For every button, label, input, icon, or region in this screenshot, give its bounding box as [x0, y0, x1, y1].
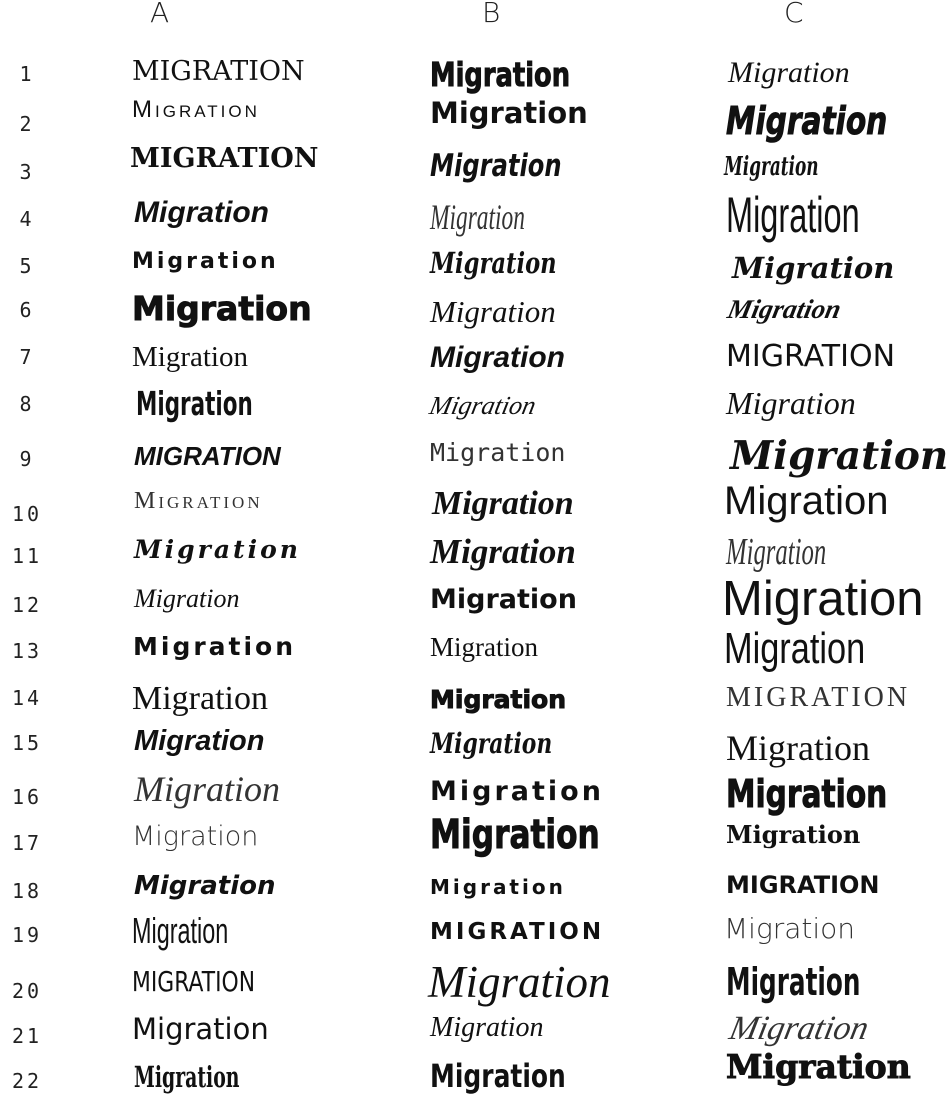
row-number: 2 — [19, 112, 35, 136]
font-sample-c13: Migration — [724, 624, 866, 673]
row-number: 10 — [11, 502, 43, 526]
font-sample-c8: Migration — [726, 385, 856, 421]
row-number: 21 — [11, 1024, 43, 1048]
font-sample-c10: Migration — [724, 479, 889, 523]
row-number: 16 — [11, 785, 43, 809]
row-number: 17 — [11, 831, 43, 855]
font-sample-c1: Migration — [728, 56, 850, 89]
font-sample-c5: Migration — [732, 251, 895, 285]
font-sample-b5: Migration — [430, 246, 557, 280]
font-sample-b13: Migration — [430, 632, 538, 662]
font-sample-c12: Migration — [722, 572, 924, 626]
font-sample-b9: Migration — [430, 438, 566, 467]
font-sample-c14: MIGRATION — [726, 682, 911, 713]
font-sample-b15: Migration — [430, 727, 553, 760]
font-sample-c15: Migration — [726, 728, 870, 768]
font-sample-c7: MIGRATION — [726, 339, 896, 374]
font-sample-c3: Migration — [724, 152, 819, 182]
font-sample-a22: Migration — [134, 1060, 240, 1094]
font-sample-a2: Migration — [132, 96, 260, 123]
font-sample-a3: MIGRATION — [130, 143, 319, 174]
row-number: 4 — [19, 207, 35, 231]
font-sample-b16: Migration — [430, 776, 604, 807]
font-sample-c16: Migration — [726, 772, 888, 816]
font-sample-a19: Migration — [132, 910, 229, 951]
font-sample-c22: Migration — [726, 1047, 911, 1086]
column-header-b: B — [482, 0, 501, 29]
row-number: 11 — [11, 544, 43, 568]
font-sample-a17: Migration — [132, 821, 259, 852]
font-sample-b8: Migration — [427, 391, 539, 420]
font-sample-b19: MIGRATION — [430, 919, 605, 945]
font-sample-c4: Migration — [726, 187, 860, 243]
font-sample-b10: Migration — [432, 485, 574, 522]
font-sample-a16: Migration — [134, 769, 281, 809]
font-sample-a4: Migration — [134, 196, 269, 229]
row-number: 13 — [11, 639, 43, 663]
font-sample-b20: Migration — [428, 957, 611, 1007]
font-sample-c19: Migration — [724, 912, 856, 945]
font-sample-b2: Migration — [430, 96, 588, 130]
font-sample-c18: MIGRATION — [726, 871, 880, 899]
font-sample-a12: Migration — [134, 584, 240, 613]
font-sample-b7: Migration — [430, 341, 565, 374]
font-sample-a18: Migration — [134, 871, 276, 901]
font-sample-b1: Migration — [430, 55, 571, 94]
font-sample-c2: Migration — [726, 99, 888, 143]
font-sample-a5: Migration — [132, 249, 279, 274]
row-number: 9 — [19, 447, 35, 471]
font-sample-a7: Migration — [132, 341, 248, 373]
row-number: 18 — [11, 879, 43, 903]
font-sample-c20: Migration — [726, 960, 861, 1004]
font-sample-b4: Migration — [430, 197, 525, 237]
row-number: 1 — [19, 62, 35, 86]
font-sample-a8: Migration — [136, 384, 253, 423]
font-sample-b17: Migration — [430, 812, 600, 858]
row-number: 19 — [11, 923, 43, 947]
font-sample-b14: Migration — [430, 685, 567, 714]
row-number: 5 — [19, 254, 35, 278]
row-number: 7 — [19, 345, 35, 369]
font-sample-b3: Migration — [430, 148, 562, 184]
font-sample-b21: Migration — [430, 1012, 544, 1043]
font-sample-a13: Migration — [133, 632, 297, 661]
column-header-c: C — [784, 0, 804, 29]
font-sample-a20: MIGRATION — [132, 965, 256, 998]
font-sample-a11: Migration — [134, 535, 301, 564]
font-sample-b22: Migration — [430, 1057, 566, 1095]
font-sample-c6: Migration — [724, 294, 844, 324]
font-sample-b6: Migration — [430, 294, 556, 329]
row-number: 14 — [11, 686, 43, 710]
font-sample-b12: Migration — [430, 584, 577, 615]
column-header-a: A — [150, 0, 170, 29]
row-number: 6 — [19, 298, 35, 322]
row-number: 12 — [11, 593, 43, 617]
font-sample-a6: Migration — [132, 289, 312, 328]
font-sample-a14: Migration — [132, 680, 268, 717]
font-sample-a21: Migration — [132, 1012, 269, 1046]
font-sample-c17: Migration — [726, 820, 861, 849]
font-sample-b11: Migration — [430, 532, 576, 571]
font-sample-a10: Migration — [134, 488, 263, 514]
font-sample-c9: Migration — [730, 433, 948, 479]
font-sample-a1: MIGRATION — [132, 56, 305, 87]
row-number: 15 — [11, 731, 43, 755]
font-sample-c11: Migration — [726, 531, 827, 573]
row-number: 3 — [19, 160, 35, 184]
row-number: 22 — [11, 1069, 43, 1093]
font-sample-b18: Migration — [430, 875, 566, 899]
row-number: 8 — [19, 392, 35, 416]
font-sample-a15: Migration — [134, 725, 265, 757]
font-sample-c21: Migration — [726, 1010, 872, 1047]
row-number: 20 — [11, 979, 43, 1003]
font-sample-a9: MIGRATION — [134, 441, 281, 471]
